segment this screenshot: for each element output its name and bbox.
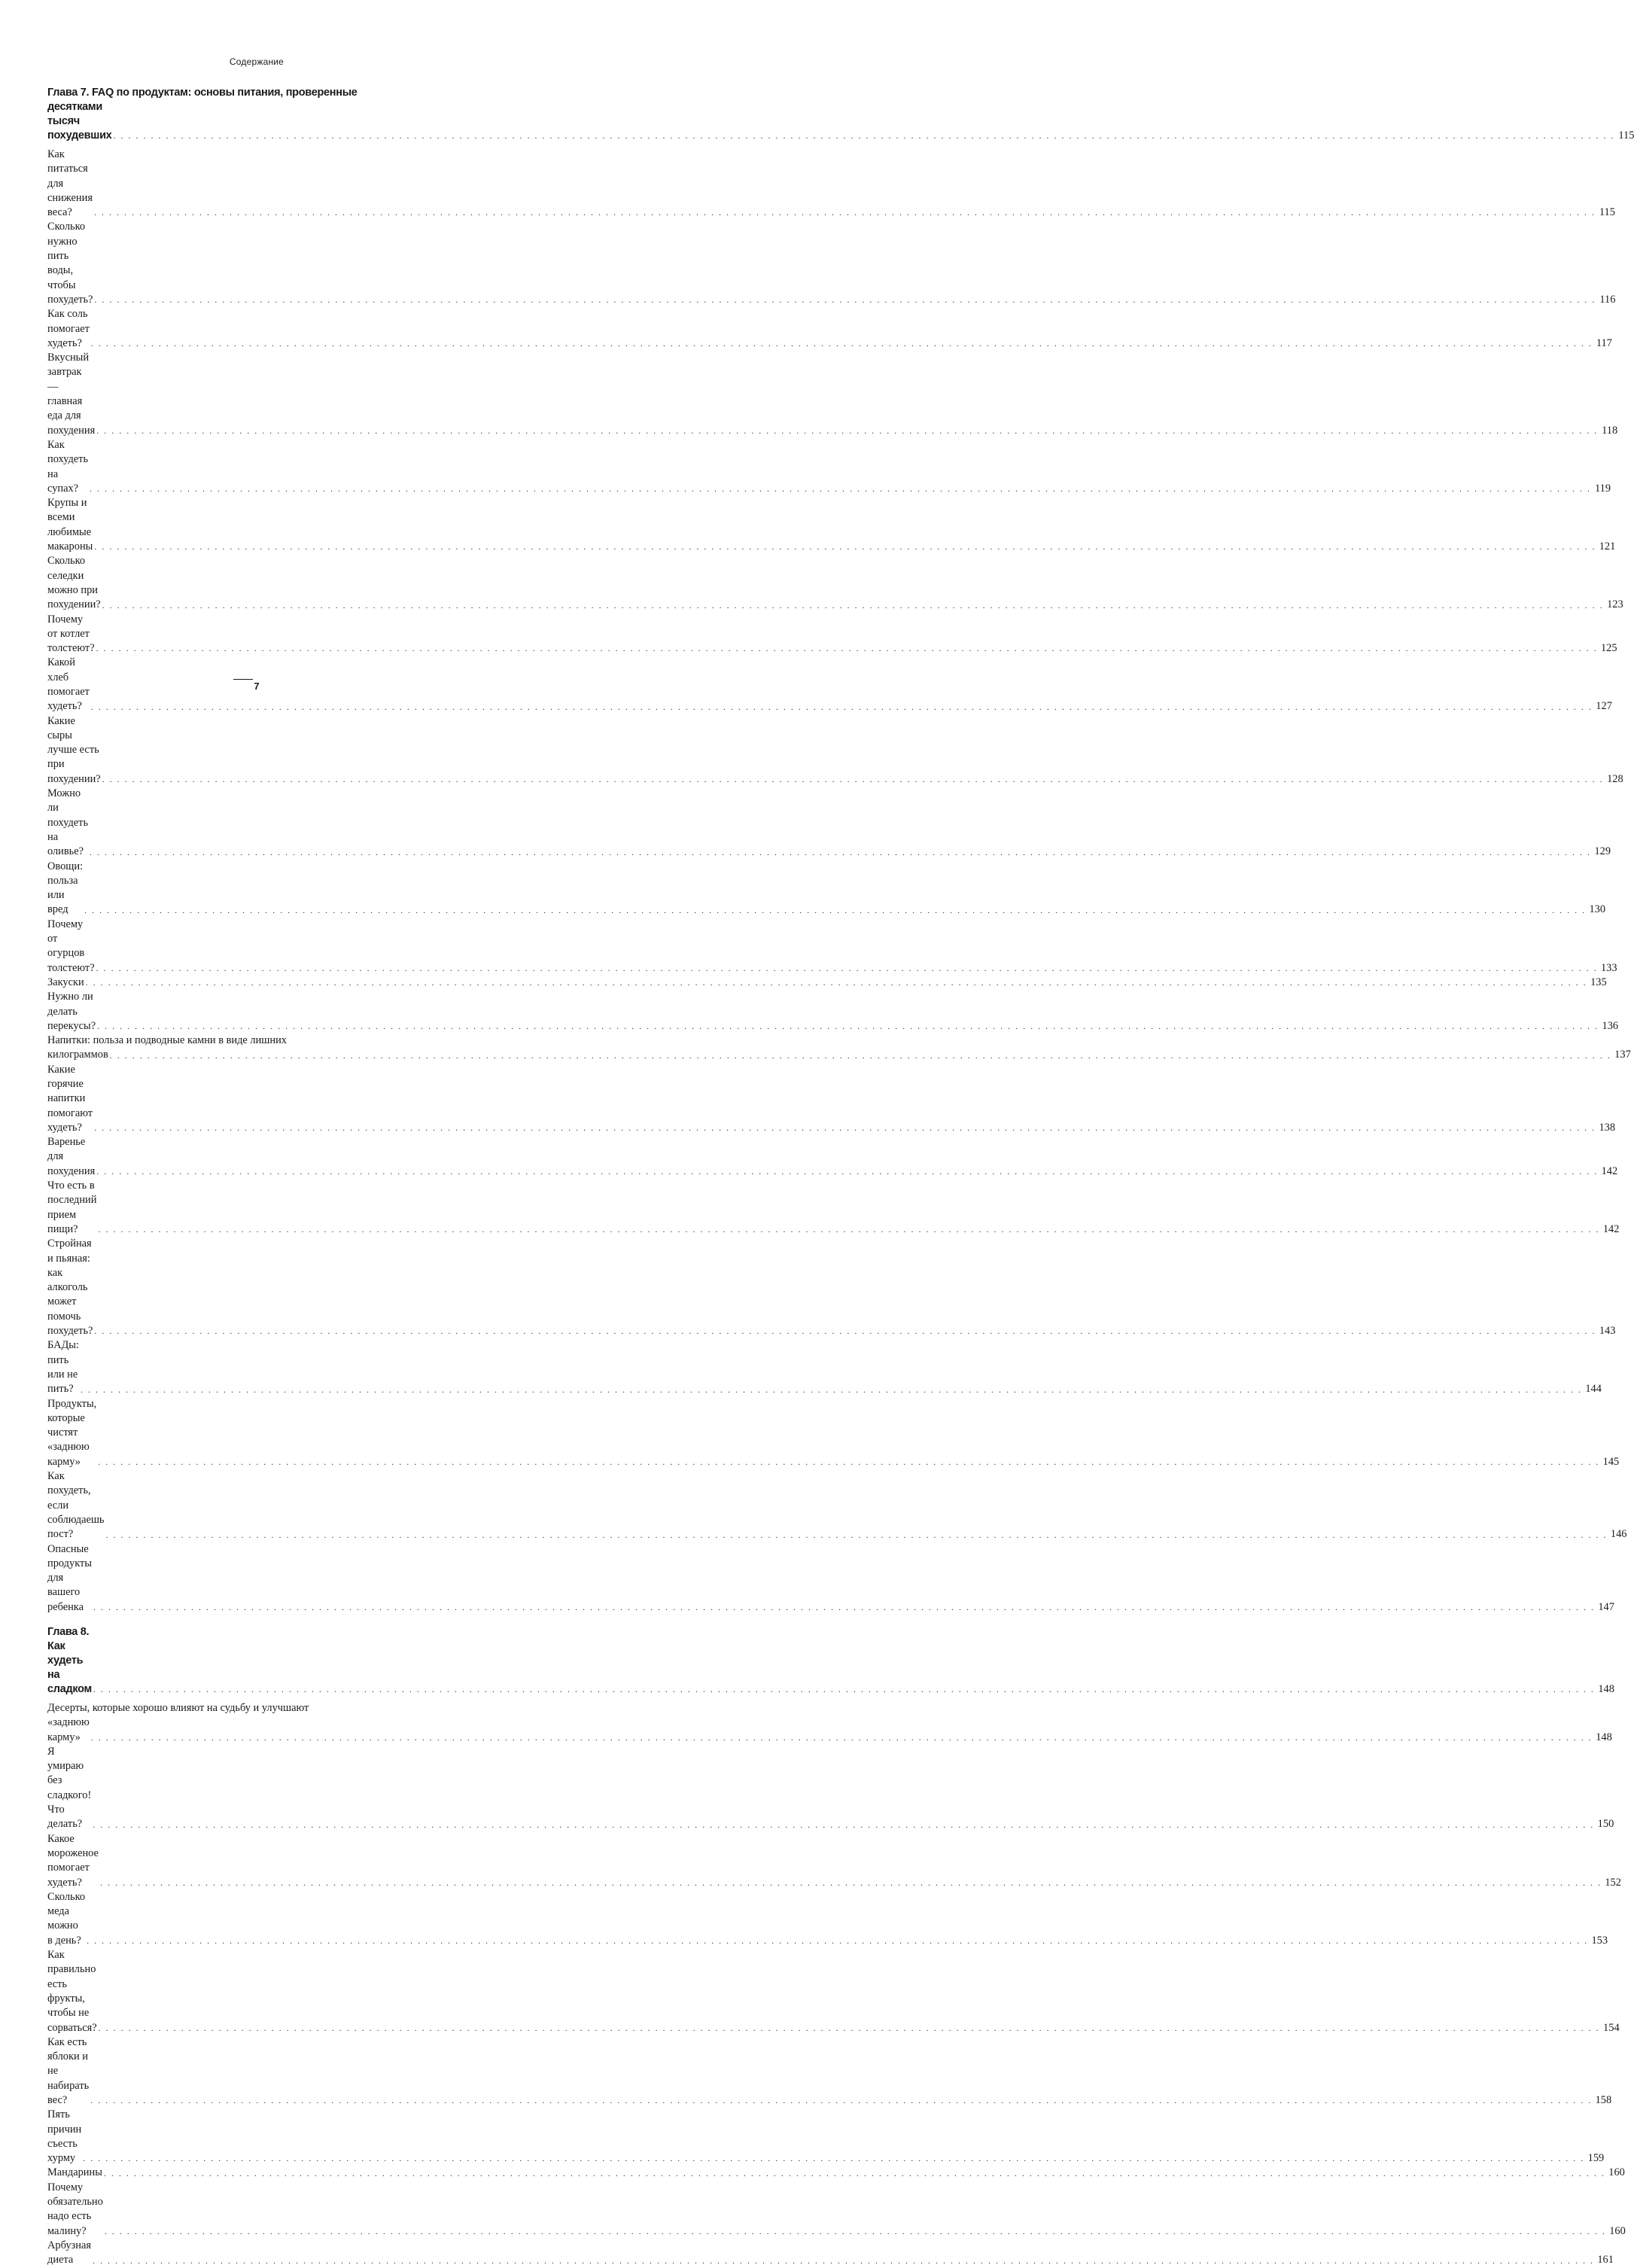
toc-entry-title: Арбузная диета [47, 2239, 91, 2266]
leader-dots: . . . . . . . . . . . . . . . . . . . . . . . . . . . . . . . . . . . . . . . . . . . . . . . . . . . . . . . . . . . . . . . . . . . . . . . . . . . . . . . . . . . . . . . . . . . . . . . . . . . . . . . . . . . . . . . . . . . . . . . . . . . . . . . . . . . . . . . . . . . . . . . . . . . . . . . . . . . . . . . . . . . . . . . . . . . . . . . . . . . . . . . . . . . . . . . . . . . . . . . . [99, 1877, 1602, 1888]
toc-entry-page: 135 [1590, 976, 1607, 988]
toc-entry-page: 138 [1599, 1121, 1616, 1134]
toc-entry [47, 351, 1618, 438]
chapter-page-number: 148 [1598, 1682, 1614, 1695]
leader-dots: . . . . . . . . . . . . . . . . . . . . . . . . . . . . . . . . . . . . . . . . . . . . . . . . . . . . . . . . . . . . . . . . . . . . . . . . . . . . . . . . . . . . . . . . . . . . . . . . . . . . . . . . . . . . . . . . . . . . . . . . . . . . . . . . . . . . . . . . . . . . . . . . . . . . . . . . . . . . . . . . . . . . . . . . . . . . . . . . . . . . . . . . . . . . . . . . . . . . . . . . [94, 294, 1596, 306]
toc-entry [47, 1948, 1620, 2035]
toc-entry-page: 128 [1607, 772, 1623, 785]
toc-entry [47, 1542, 1614, 1615]
toc-entry [47, 1469, 1627, 1542]
toc-entry-page: 145 [1602, 1455, 1620, 1468]
toc-entry-title: Как правильно есть фрукты, чтобы не сорваться? [47, 1949, 97, 2034]
toc-entry-page: 150 [1597, 1818, 1614, 1831]
toc-entry-page: 146 [1610, 1528, 1627, 1541]
toc-entry-title: Продукты, которые чистят «заднюю карму» [47, 1397, 97, 1468]
toc-entry [47, 990, 1619, 1034]
toc-entry [47, 220, 1616, 307]
page-number: 7 [254, 680, 260, 692]
toc-entry-line: Напитки: польза и подводные камни в виде лишних [47, 1034, 287, 1047]
leader-dots: . . . . . . . . . . . . . . . . . . . . . . . . . . . . . . . . . . . . . . . . . . . . . . . . . . . . . . . . . . . . . . . . . . . . . . . . . . . . . . . . . . . . . . . . . . . . . . . . . . . . . . . . . . . . . . . . . . . . . . . . . . . . . . . . . . . . . . . . . . . . . . . . . . . . . . . . . . . . . . . . . . . . . . . . . . . . . . . . . . . . . . . . . . . . . . . . . . . . . . . . [80, 1384, 1582, 1395]
toc-entry [47, 1745, 1614, 1832]
toc-entry-title: Овощи: польза или вред [47, 860, 84, 916]
leader-dots: . . . . . . . . . . . . . . . . . . . . . . . . . . . . . . . . . . . . . . . . . . . . . . . . . . . . . . . . . . . . . . . . . . . . . . . . . . . . . . . . . . . . . . . . . . . . . . . . . . . . . . . . . . . . . . . . . . . . . . . . . . . . . . . . . . . . . . . . . . . . . . . . . . . . . . . . . . . . . . . . . . . . . . . . . . . . . . . . . . . . . . . . . . . . . . . . . . . . . . . . [83, 2153, 1585, 2164]
toc-entry-page: 130 [1589, 903, 1606, 916]
leader-dots: . . . . . . . . . . . . . . . . . . . . . . . . . . . . . . . . . . . . . . . . . . . . . . . . . . . . . . . . . . . . . . . . . . . . . . . . . . . . . . . . . . . . . . . . . . . . . . . . . . . . . . . . . . . . . . . . . . . . . . . . . . . . . . . . . . . . . . . . . . . . . . . . . . . . . . . . . . . . . . . . . . . . . . . . . . . . . . . . . . . . . . . . . . . . . . . . . . . . . . . . [96, 425, 1599, 436]
leader-dots: . . . . . . . . . . . . . . . . . . . . . . . . . . . . . . . . . . . . . . . . . . . . . . . . . . . . . . . . . . . . . . . . . . . . . . . . . . . . . . . . . . . . . . . . . . . . . . . . . . . . . . . . . . . . . . . . . . . . . . . . . . . . . . . . . . . . . . . . . . . . . . . . . . . . . . . . . . . . . . . . . . . . . . . . . . . . . . . . . . . . . . . . . . . . . . . . . . . . . . . . [93, 1601, 1595, 1612]
toc-entry-page: 143 [1599, 1325, 1616, 1338]
leader-dots: . . . . . . . . . . . . . . . . . . . . . . . . . . . . . . . . . . . . . . . . . . . . . . . . . . . . . . . . . . . . . . . . . . . . . . . . . . . . . . . . . . . . . . . . . . . . . . . . . . . . . . . . . . . . . . . . . . . . . . . . . . . . . . . . . . . . . . . . . . . . . . . . . . . . . . . . . . . . . . . . . . . . . . . . . . . . . . . . . . . . . . . . . . . . . . . . . . . . . . . . [87, 1935, 1589, 1947]
toc-entry [47, 2239, 1614, 2268]
leader-dots: . . . . . . . . . . . . . . . . . . . . . . . . . . . . . . . . . . . . . . . . . . . . . . . . . . . . . . . . . . . . . . . . . . . . . . . . . . . . . . . . . . . . . . . . . . . . . . . . . . . . . . . . . . . . . . . . . . . . . . . . . . . . . . . . . . . . . . . . . . . . . . . . . . . . . . . . . . . . . . . . . . . . . . . . . . . . . . . . . . . . . . . . . . . . . . . . . . . . . . . . [104, 2225, 1606, 2236]
toc-entry-page: 125 [1600, 642, 1617, 655]
toc-entry [47, 438, 1611, 496]
toc-entry-page: 136 [1602, 1019, 1619, 1032]
chapter-title: Глава 8. Как худеть на сладком [47, 1625, 92, 1695]
toc-entry-page: 117 [1596, 336, 1612, 349]
toc-entry-page: 161 [1597, 2254, 1614, 2266]
leader-dots: . . . . . . . . . . . . . . . . . . . . . . . . . . . . . . . . . . . . . . . . . . . . . . . . . . . . . . . . . . . . . . . . . . . . . . . . . . . . . . . . . . . . . . . . . . . . . . . . . . . . . . . . . . . . . . . . . . . . . . . . . . . . . . . . . . . . . . . . . . . . . . . . . . . . . . . . . . . . . . . . . . . . . . . . . . . . . . . . . . . . . . . . . . . . . . . . . . . . . . . . [113, 130, 1615, 141]
toc-entry [47, 307, 1612, 351]
toc-entry-page: 147 [1598, 1600, 1614, 1613]
toc-entry-page: 160 [1609, 2224, 1626, 2237]
leader-dots: . . . . . . . . . . . . . . . . . . . . . . . . . . . . . . . . . . . . . . . . . . . . . . . . . . . . . . . . . . . . . . . . . . . . . . . . . . . . . . . . . . . . . . . . . . . . . . . . . . . . . . . . . . . . . . . . . . . . . . . . . . . . . . . . . . . . . . . . . . . . . . . . . . . . . . . . . . . . . . . . . . . . . . . . . . . . . . . . . . . . . . . . . . . . . . . . . . . . . . . . [92, 2254, 1594, 2266]
leader-dots: . . . . . . . . . . . . . . . . . . . . . . . . . . . . . . . . . . . . . . . . . . . . . . . . . . . . . . . . . . . . . . . . . . . . . . . . . . . . . . . . . . . . . . . . . . . . . . . . . . . . . . . . . . . . . . . . . . . . . . . . . . . . . . . . . . . . . . . . . . . . . . . . . . . . . . . . . . . . . . . . . . . . . . . . . . . . . . . . . . . . . . . . . . . . . . . . . . . . . . . . [93, 1683, 1595, 1694]
toc-entry-page: 158 [1595, 2094, 1612, 2106]
toc-entry-title: Сколько нужно пить воды, чтобы похудеть? [47, 221, 93, 306]
toc-entry [47, 976, 1607, 990]
toc-entry-title: Закуски [47, 976, 84, 988]
leader-dots: . . . . . . . . . . . . . . . . . . . . . . . . . . . . . . . . . . . . . . . . . . . . . . . . . . . . . . . . . . . . . . . . . . . . . . . . . . . . . . . . . . . . . . . . . . . . . . . . . . . . . . . . . . . . . . . . . . . . . . . . . . . . . . . . . . . . . . . . . . . . . . . . . . . . . . . . . . . . . . . . . . . . . . . . . . . . . . . . . . . . . . . . . . . . . . . . . . . . . . . . [96, 643, 1598, 654]
toc-entry-page: 115 [1599, 206, 1615, 219]
toc-entry [47, 2181, 1626, 2239]
leader-dots: . . . . . . . . . . . . . . . . . . . . . . . . . . . . . . . . . . . . . . . . . . . . . . . . . . . . . . . . . . . . . . . . . . . . . . . . . . . . . . . . . . . . . . . . . . . . . . . . . . . . . . . . . . . . . . . . . . . . . . . . . . . . . . . . . . . . . . . . . . . . . . . . . . . . . . . . . . . . . . . . . . . . . . . . . . . . . . . . . . . . . . . . . . . . . . . . . . . . . . . . [90, 846, 1592, 857]
leader-dots: . . . . . . . . . . . . . . . . . . . . . . . . . . . . . . . . . . . . . . . . . . . . . . . . . . . . . . . . . . . . . . . . . . . . . . . . . . . . . . . . . . . . . . . . . . . . . . . . . . . . . . . . . . . . . . . . . . . . . . . . . . . . . . . . . . . . . . . . . . . . . . . . . . . . . . . . . . . . . . . . . . . . . . . . . . . . . . . . . . . . . . . . . . . . . . . . . . . . . . . . [98, 1457, 1600, 1468]
toc-chapter [47, 86, 1634, 1615]
toc-entry-title: Что есть в последний прием пищи? [47, 1180, 97, 1235]
toc-entry [47, 496, 1616, 554]
toc-entry-line: Десерты, которые хорошо влияют на судьбу и улучшают [47, 1701, 309, 1714]
leader-dots: . . . . . . . . . . . . . . . . . . . . . . . . . . . . . . . . . . . . . . . . . . . . . . . . . . . . . . . . . . . . . . . . . . . . . . . . . . . . . . . . . . . . . . . . . . . . . . . . . . . . . . . . . . . . . . . . . . . . . . . . . . . . . . . . . . . . . . . . . . . . . . . . . . . . . . . . . . . . . . . . . . . . . . . . . . . . . . . . . . . . . . . . . . . . . . . . . . . . . . . . [98, 2022, 1600, 2033]
table-of-contents [47, 86, 1634, 2268]
toc-entry-title: Сколько меда можно в день? [47, 1890, 86, 1947]
toc-entry [47, 1135, 1618, 1179]
leader-dots: . . . . . . . . . . . . . . . . . . . . . . . . . . . . . . . . . . . . . . . . . . . . . . . . . . . . . . . . . . . . . . . . . . . . . . . . . . . . . . . . . . . . . . . . . . . . . . . . . . . . . . . . . . . . . . . . . . . . . . . . . . . . . . . . . . . . . . . . . . . . . . . . . . . . . . . . . . . . . . . . . . . . . . . . . . . . . . . . . . . . . . . . . . . . . . . . . . . . . . . . [98, 1224, 1600, 1235]
toc-entry-page: 142 [1601, 1164, 1618, 1177]
leader-dots: . . . . . . . . . . . . . . . . . . . . . . . . . . . . . . . . . . . . . . . . . . . . . . . . . . . . . . . . . . . . . . . . . . . . . . . . . . . . . . . . . . . . . . . . . . . . . . . . . . . . . . . . . . . . . . . . . . . . . . . . . . . . . . . . . . . . . . . . . . . . . . . . . . . . . . . . . . . . . . . . . . . . . . . . . . . . . . . . . . . . . . . . . . . . . . . . . . . . . . . . [90, 1731, 1593, 1743]
toc-entry-page: 159 [1587, 2152, 1605, 2165]
toc-entry [47, 2035, 1612, 2108]
toc-entry-title: Как есть яблоки и не набирать вес? [47, 2035, 90, 2106]
toc-entry-title: Мандарины [47, 2166, 102, 2179]
toc-entry-page: 144 [1585, 1383, 1602, 1396]
toc-entry [47, 1715, 1612, 1745]
chapter-heading-line: Глава 7. FAQ по продуктам: основы питания, проверенные [47, 87, 358, 99]
leader-dots: . . . . . . . . . . . . . . . . . . . . . . . . . . . . . . . . . . . . . . . . . . . . . . . . . . . . . . . . . . . . . . . . . . . . . . . . . . . . . . . . . . . . . . . . . . . . . . . . . . . . . . . . . . . . . . . . . . . . . . . . . . . . . . . . . . . . . . . . . . . . . . . . . . . . . . . . . . . . . . . . . . . . . . . . . . . . . . . . . . . . . . . . . . . . . . . . . . . . . . . . [90, 2095, 1593, 2106]
toc-entry [47, 1338, 1602, 1396]
toc-entry [47, 2166, 1625, 2180]
toc-entry-page: 118 [1602, 424, 1618, 437]
toc-entry [47, 1063, 1616, 1135]
toc-entry [47, 787, 1611, 859]
toc-entry-title: Какой хлеб помогает худеть? [47, 656, 90, 713]
toc-entry-title: Стройная и пьяная: как алкоголь может помочь похудеть? [47, 1238, 93, 1338]
toc-entry-page: 133 [1600, 961, 1617, 974]
toc-entry-title: Варенье для похудения [47, 1136, 96, 1177]
leader-dots: . . . . . . . . . . . . . . . . . . . . . . . . . . . . . . . . . . . . . . . . . . . . . . . . . . . . . . . . . . . . . . . . . . . . . . . . . . . . . . . . . . . . . . . . . . . . . . . . . . . . . . . . . . . . . . . . . . . . . . . . . . . . . . . . . . . . . . . . . . . . . . . . . . . . . . . . . . . . . . . . . . . . . . . . . . . . . . . . . . . . . . . . . . . . . . . . . . . . . . . . [93, 207, 1596, 218]
toc-entry-title: Как питаться для снижения веса? [47, 148, 93, 219]
toc-entry-page: 121 [1599, 540, 1616, 553]
toc-entry-title: Сколько селедки можно при похудении? [47, 555, 101, 611]
toc-entry [47, 1237, 1616, 1338]
toc-entry-title: Я умираю без сладкого! Что делать? [47, 1745, 92, 1831]
leader-dots: . . . . . . . . . . . . . . . . . . . . . . . . . . . . . . . . . . . . . . . . . . . . . . . . . . . . . . . . . . . . . . . . . . . . . . . . . . . . . . . . . . . . . . . . . . . . . . . . . . . . . . . . . . . . . . . . . . . . . . . . . . . . . . . . . . . . . . . . . . . . . . . . . . . . . . . . . . . . . . . . . . . . . . . . . . . . . . . . . . . . . . . . . . . . . . . . . . . . . . . . [93, 1819, 1595, 1830]
leader-dots: . . . . . . . . . . . . . . . . . . . . . . . . . . . . . . . . . . . . . . . . . . . . . . . . . . . . . . . . . . . . . . . . . . . . . . . . . . . . . . . . . . . . . . . . . . . . . . . . . . . . . . . . . . . . . . . . . . . . . . . . . . . . . . . . . . . . . . . . . . . . . . . . . . . . . . . . . . . . . . . . . . . . . . . . . . . . . . . . . . . . . . . . . . . . . . . . . . . . . . . . [96, 962, 1598, 973]
toc-entry [47, 613, 1617, 656]
chapter-heading [47, 1625, 1614, 1697]
leader-dots: . . . . . . . . . . . . . . . . . . . . . . . . . . . . . . . . . . . . . . . . . . . . . . . . . . . . . . . . . . . . . . . . . . . . . . . . . . . . . . . . . . . . . . . . . . . . . . . . . . . . . . . . . . . . . . . . . . . . . . . . . . . . . . . . . . . . . . . . . . . . . . . . . . . . . . . . . . . . . . . . . . . . . . . . . . . . . . . . . . . . . . . . . . . . . . . . . . . . . . . . [90, 701, 1593, 712]
chapter-title: десятками тысяч похудевших [47, 101, 112, 142]
toc-entry-page: 119 [1594, 482, 1611, 495]
leader-dots: . . . . . . . . . . . . . . . . . . . . . . . . . . . . . . . . . . . . . . . . . . . . . . . . . . . . . . . . . . . . . . . . . . . . . . . . . . . . . . . . . . . . . . . . . . . . . . . . . . . . . . . . . . . . . . . . . . . . . . . . . . . . . . . . . . . . . . . . . . . . . . . . . . . . . . . . . . . . . . . . . . . . . . . . . . . . . . . . . . . . . . . . . . . . . . . . . . . . . . . . [102, 599, 1604, 610]
toc-entry-page: 152 [1605, 1876, 1621, 1889]
toc-entry-title: Можно ли похудеть на оливье? [47, 787, 89, 858]
chapter-heading [47, 100, 1634, 143]
toc-entry-page: 160 [1608, 2166, 1625, 2179]
toc-entry-title: Почему обязательно надо есть малину? [47, 2181, 103, 2237]
leader-dots: . . . . . . . . . . . . . . . . . . . . . . . . . . . . . . . . . . . . . . . . . . . . . . . . . . . . . . . . . . . . . . . . . . . . . . . . . . . . . . . . . . . . . . . . . . . . . . . . . . . . . . . . . . . . . . . . . . . . . . . . . . . . . . . . . . . . . . . . . . . . . . . . . . . . . . . . . . . . . . . . . . . . . . . . . . . . . . . . . . . . . . . . . . . . . . . . . . . . . . . . [105, 1529, 1608, 1540]
toc-entry-title: Пять причин съесть хурму [47, 2108, 82, 2165]
toc-entry-title: Нужно ли делать перекусы? [47, 991, 96, 1032]
toc-entry [47, 1179, 1620, 1237]
leader-dots: . . . . . . . . . . . . . . . . . . . . . . . . . . . . . . . . . . . . . . . . . . . . . . . . . . . . . . . . . . . . . . . . . . . . . . . . . . . . . . . . . . . . . . . . . . . . . . . . . . . . . . . . . . . . . . . . . . . . . . . . . . . . . . . . . . . . . . . . . . . . . . . . . . . . . . . . . . . . . . . . . . . . . . . . . . . . . . . . . . . . . . . . . . . . . . . . . . . . . . . . [94, 541, 1596, 553]
toc-entry [47, 148, 1615, 220]
toc-entry-page: 142 [1602, 1222, 1620, 1235]
toc-entry [47, 714, 1623, 787]
toc-entry-page: 154 [1603, 2021, 1620, 2034]
folio-rule [233, 679, 253, 680]
toc-entry-title: Почему от огурцов толстеют? [47, 918, 95, 974]
toc-entry [47, 1832, 1621, 1890]
toc-entry-title: Почему от котлет толстеют? [47, 613, 95, 655]
leader-dots: . . . . . . . . . . . . . . . . . . . . . . . . . . . . . . . . . . . . . . . . . . . . . . . . . . . . . . . . . . . . . . . . . . . . . . . . . . . . . . . . . . . . . . . . . . . . . . . . . . . . . . . . . . . . . . . . . . . . . . . . . . . . . . . . . . . . . . . . . . . . . . . . . . . . . . . . . . . . . . . . . . . . . . . . . . . . . . . . . . . . . . . . . . . . . . . . . . . . . . . . [97, 1021, 1599, 1032]
toc-entry-title: килограммов [47, 1049, 108, 1061]
toc-entry [47, 1397, 1620, 1469]
toc-entry-title: Как соль помогает худеть? [47, 308, 90, 349]
leader-dots: . . . . . . . . . . . . . . . . . . . . . . . . . . . . . . . . . . . . . . . . . . . . . . . . . . . . . . . . . . . . . . . . . . . . . . . . . . . . . . . . . . . . . . . . . . . . . . . . . . . . . . . . . . . . . . . . . . . . . . . . . . . . . . . . . . . . . . . . . . . . . . . . . . . . . . . . . . . . . . . . . . . . . . . . . . . . . . . . . . . . . . . . . . . . . . . . . . . . . . . . [94, 1326, 1596, 1337]
chapter-page-number: 115 [1618, 129, 1634, 142]
toc-entry-title: «заднюю карму» [47, 1716, 90, 1743]
toc-entry-title: Какие сыры лучше есть при похудении? [47, 714, 101, 785]
toc-entry-title: БАДы: пить или не пить? [47, 1339, 79, 1396]
toc-entry-page: 129 [1594, 845, 1611, 858]
toc-entry-page: 123 [1607, 598, 1623, 611]
toc-entry-title: Вкусный завтрак — главная еда для похудения [47, 352, 96, 437]
toc-entry-page: 153 [1591, 1934, 1608, 1947]
leader-dots: . . . . . . . . . . . . . . . . . . . . . . . . . . . . . . . . . . . . . . . . . . . . . . . . . . . . . . . . . . . . . . . . . . . . . . . . . . . . . . . . . . . . . . . . . . . . . . . . . . . . . . . . . . . . . . . . . . . . . . . . . . . . . . . . . . . . . . . . . . . . . . . . . . . . . . . . . . . . . . . . . . . . . . . . . . . . . . . . . . . . . . . . . . . . . . . . . . . . . . . . [103, 2167, 1605, 2178]
toc-entry-title: Крупы и всеми любимые макароны [47, 497, 93, 553]
leader-dots: . . . . . . . . . . . . . . . . . . . . . . . . . . . . . . . . . . . . . . . . . . . . . . . . . . . . . . . . . . . . . . . . . . . . . . . . . . . . . . . . . . . . . . . . . . . . . . . . . . . . . . . . . . . . . . . . . . . . . . . . . . . . . . . . . . . . . . . . . . . . . . . . . . . . . . . . . . . . . . . . . . . . . . . . . . . . . . . . . . . . . . . . . . . . . . . . . . . . . . . . [109, 1049, 1611, 1061]
leader-dots: . . . . . . . . . . . . . . . . . . . . . . . . . . . . . . . . . . . . . . . . . . . . . . . . . . . . . . . . . . . . . . . . . . . . . . . . . . . . . . . . . . . . . . . . . . . . . . . . . . . . . . . . . . . . . . . . . . . . . . . . . . . . . . . . . . . . . . . . . . . . . . . . . . . . . . . . . . . . . . . . . . . . . . . . . . . . . . . . . . . . . . . . . . . . . . . . . . . . . . . . [90, 338, 1593, 349]
toc-entry [47, 2108, 1605, 2166]
leader-dots: . . . . . . . . . . . . . . . . . . . . . . . . . . . . . . . . . . . . . . . . . . . . . . . . . . . . . . . . . . . . . . . . . . . . . . . . . . . . . . . . . . . . . . . . . . . . . . . . . . . . . . . . . . . . . . . . . . . . . . . . . . . . . . . . . . . . . . . . . . . . . . . . . . . . . . . . . . . . . . . . . . . . . . . . . . . . . . . . . . . . . . . . . . . . . . . . . . . . . . . . [90, 483, 1592, 495]
toc-entry-title: Какие горячие напитки помогают худеть? [47, 1063, 93, 1134]
toc-entry-title: Как похудеть на супах? [47, 438, 89, 495]
toc-entry-title: Опасные продукты для вашего ребенка [47, 1542, 92, 1613]
toc-entry [47, 1048, 1631, 1062]
toc-entry-page: 137 [1614, 1049, 1631, 1061]
leader-dots: . . . . . . . . . . . . . . . . . . . . . . . . . . . . . . . . . . . . . . . . . . . . . . . . . . . . . . . . . . . . . . . . . . . . . . . . . . . . . . . . . . . . . . . . . . . . . . . . . . . . . . . . . . . . . . . . . . . . . . . . . . . . . . . . . . . . . . . . . . . . . . . . . . . . . . . . . . . . . . . . . . . . . . . . . . . . . . . . . . . . . . . . . . . . . . . . . . . . . . . . [85, 977, 1587, 988]
toc-chapter [47, 1625, 1626, 2268]
toc-entry-page: 148 [1596, 1731, 1612, 1743]
toc-entry-title: Как похудеть, если соблюдаешь пост? [47, 1470, 105, 1541]
toc-entry [47, 1890, 1608, 1948]
running-head: Содержание [229, 56, 285, 67]
leader-dots: . . . . . . . . . . . . . . . . . . . . . . . . . . . . . . . . . . . . . . . . . . . . . . . . . . . . . . . . . . . . . . . . . . . . . . . . . . . . . . . . . . . . . . . . . . . . . . . . . . . . . . . . . . . . . . . . . . . . . . . . . . . . . . . . . . . . . . . . . . . . . . . . . . . . . . . . . . . . . . . . . . . . . . . . . . . . . . . . . . . . . . . . . . . . . . . . . . . . . . . . [84, 904, 1587, 915]
toc-entry [47, 860, 1606, 918]
leader-dots: . . . . . . . . . . . . . . . . . . . . . . . . . . . . . . . . . . . . . . . . . . . . . . . . . . . . . . . . . . . . . . . . . . . . . . . . . . . . . . . . . . . . . . . . . . . . . . . . . . . . . . . . . . . . . . . . . . . . . . . . . . . . . . . . . . . . . . . . . . . . . . . . . . . . . . . . . . . . . . . . . . . . . . . . . . . . . . . . . . . . . . . . . . . . . . . . . . . . . . . . [96, 1166, 1599, 1177]
toc-entry [47, 554, 1623, 612]
toc-entry-page: 127 [1596, 700, 1612, 713]
toc-entry-page: 116 [1599, 293, 1616, 306]
toc-entry-title: Какое мороженое помогает худеть? [47, 1832, 99, 1889]
toc-entry [47, 918, 1617, 976]
leader-dots: . . . . . . . . . . . . . . . . . . . . . . . . . . . . . . . . . . . . . . . . . . . . . . . . . . . . . . . . . . . . . . . . . . . . . . . . . . . . . . . . . . . . . . . . . . . . . . . . . . . . . . . . . . . . . . . . . . . . . . . . . . . . . . . . . . . . . . . . . . . . . . . . . . . . . . . . . . . . . . . . . . . . . . . . . . . . . . . . . . . . . . . . . . . . . . . . . . . . . . . . [102, 774, 1604, 785]
leader-dots: . . . . . . . . . . . . . . . . . . . . . . . . . . . . . . . . . . . . . . . . . . . . . . . . . . . . . . . . . . . . . . . . . . . . . . . . . . . . . . . . . . . . . . . . . . . . . . . . . . . . . . . . . . . . . . . . . . . . . . . . . . . . . . . . . . . . . . . . . . . . . . . . . . . . . . . . . . . . . . . . . . . . . . . . . . . . . . . . . . . . . . . . . . . . . . . . . . . . . . . . [94, 1122, 1596, 1134]
